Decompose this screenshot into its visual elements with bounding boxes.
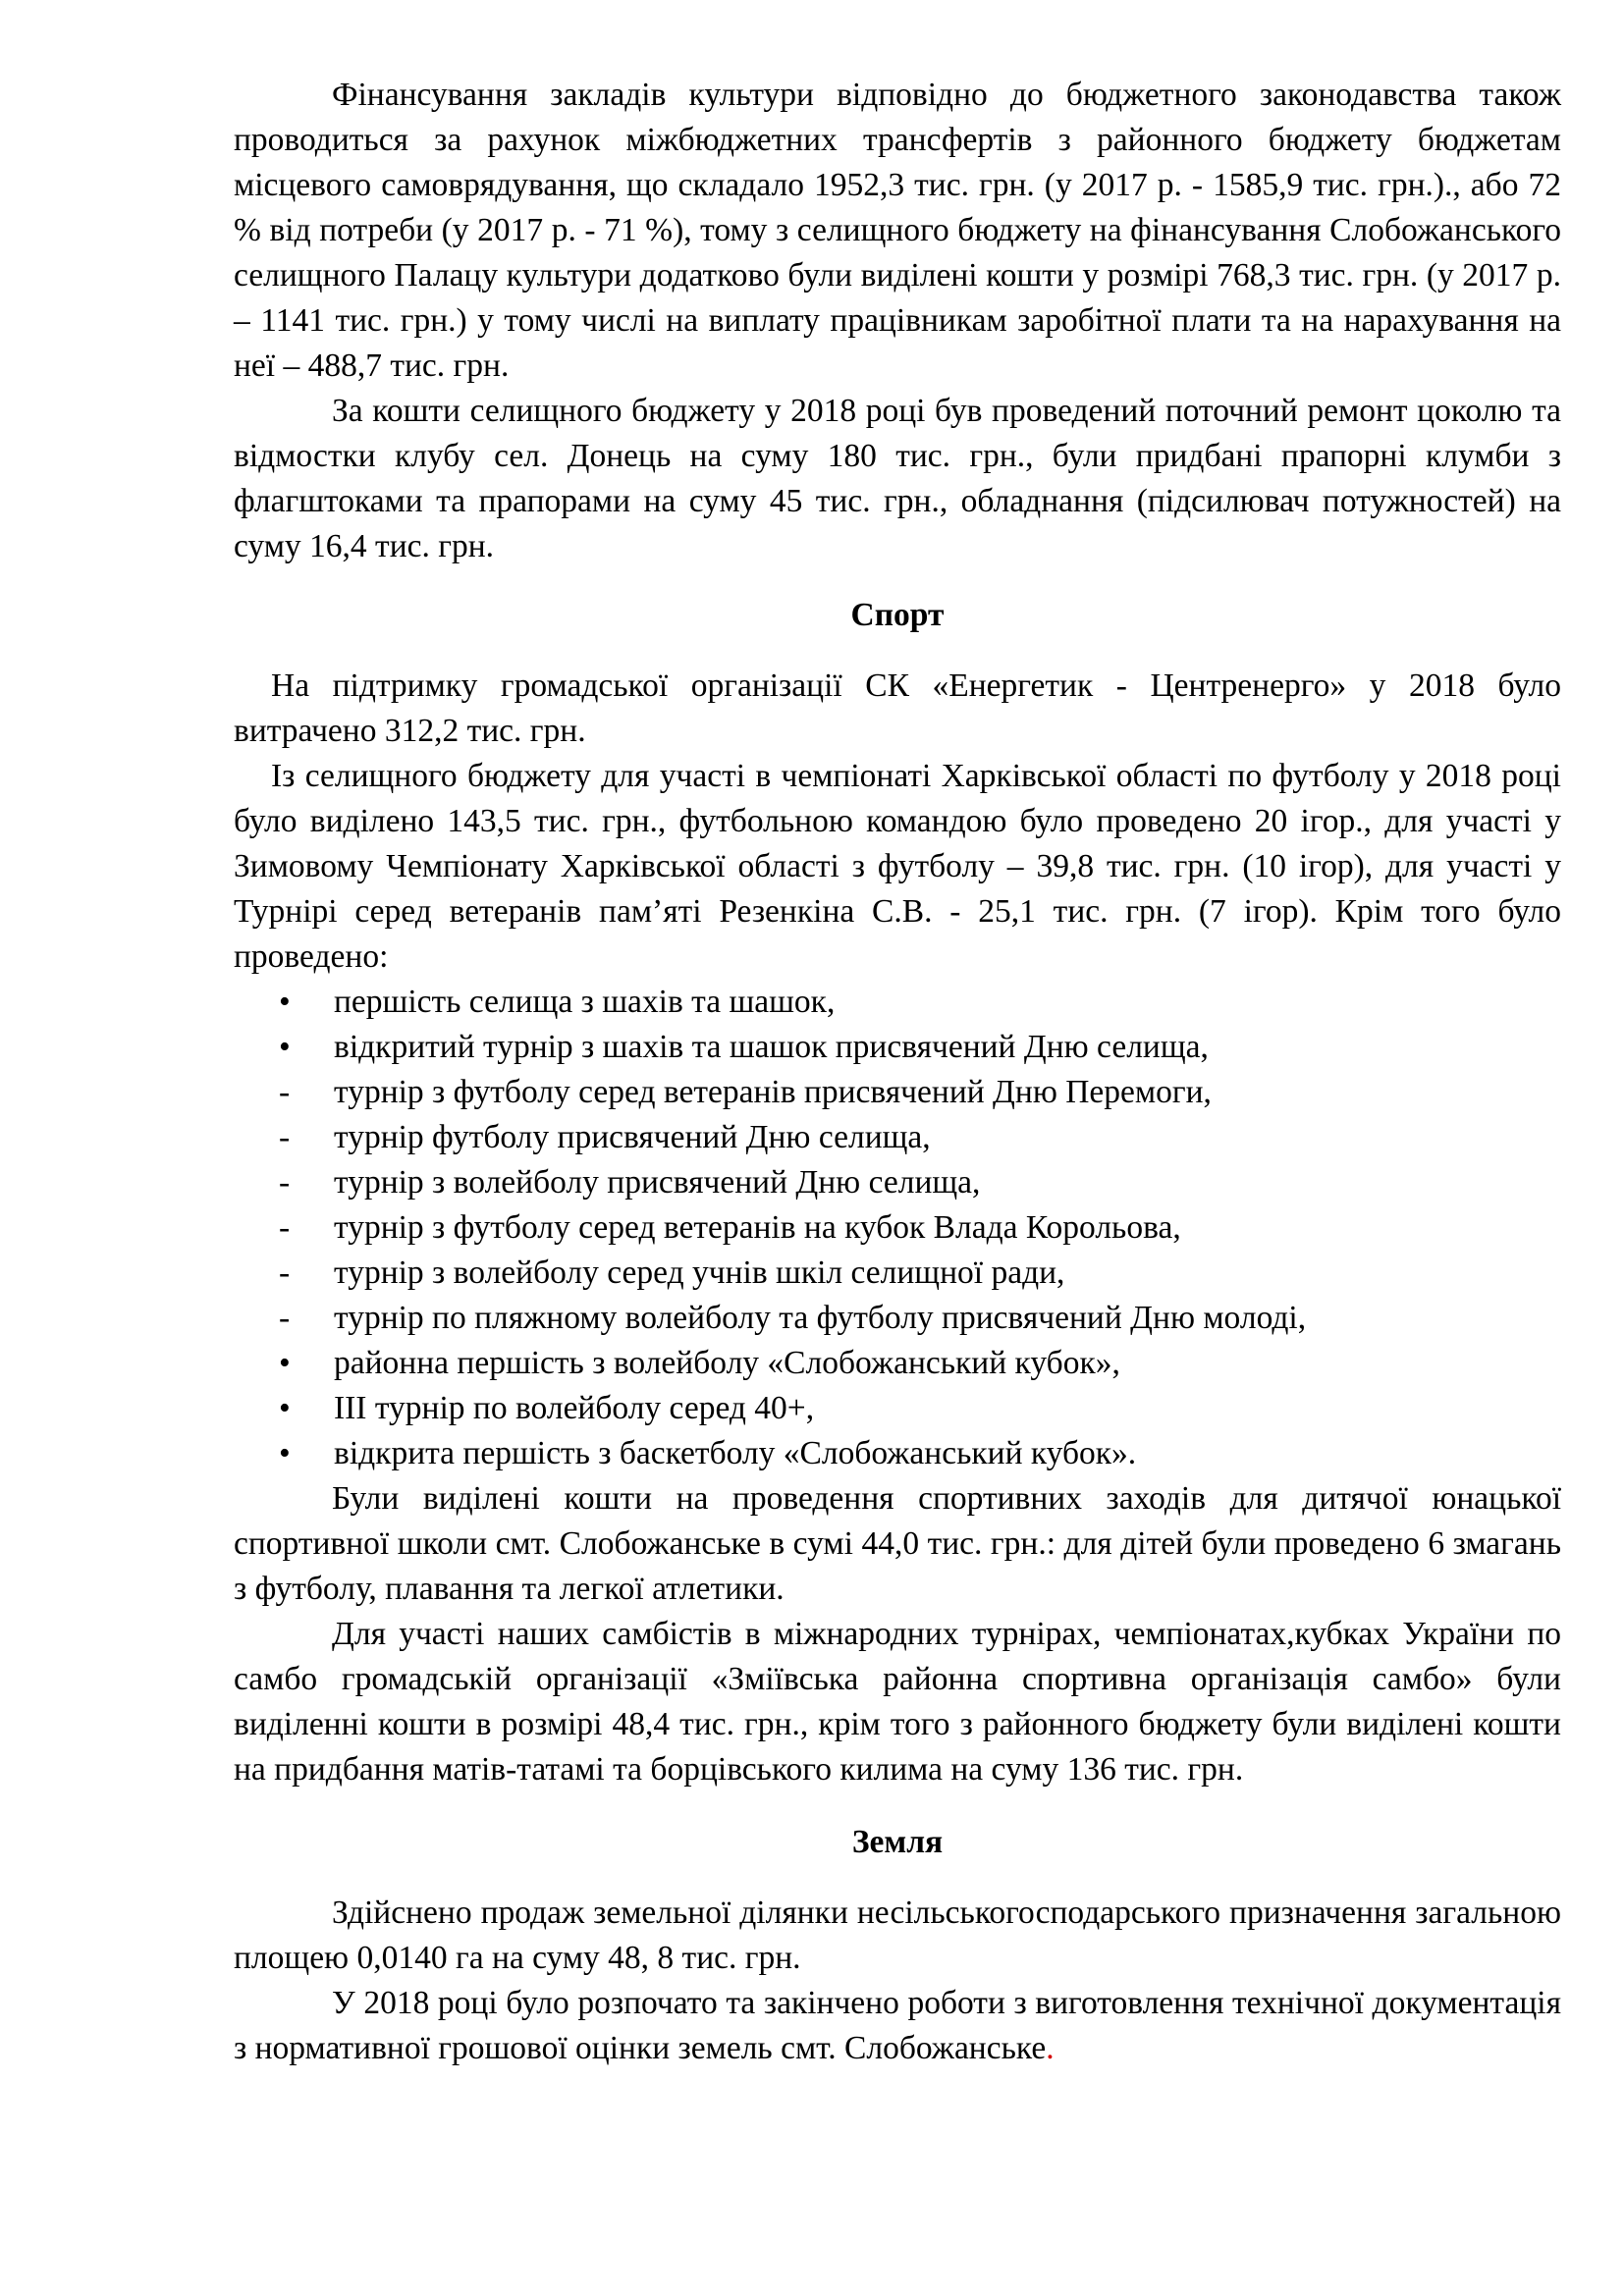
section-heading-land: Земля [851, 1824, 944, 1860]
list-item-text: відкритий турнір з шахів та шашок присвячений Дню селища, [334, 1029, 1209, 1065]
list-item [234, 1160, 1561, 1205]
bullet-marker: • [279, 984, 291, 1020]
list-item-text: першість селища з шахів та шашок, [334, 984, 836, 1020]
land-paragraph-1: Здійснено продаж земельної ділянки несільськогосподарського призначення загальною площею 0,0140 га на суму 48, 8 тис. грн. [234, 1895, 1561, 1976]
sport-paragraph-2: Із селищного бюджету для участі в чемпіонаті Харківської області по футболу у 2018 році було виділено 143,5 тис. грн., футбольною командою було проведено 20 ігор., для участі у Зимовому Чемпіонату Харківської області з футболу – 39,8 тис. грн. (10 ігор), для участі у Турнірі серед ветеранів пам’яті Резенкіна С.В. - 25,1 тис. грн. (7 ігор). Крім того було проведено: [234, 758, 1561, 975]
list-item [234, 1025, 1561, 1070]
list-item-text: турнір з волейболу серед учнів шкіл селищної ради, [334, 1255, 1065, 1291]
list-item [234, 1341, 1561, 1386]
bullet-marker: • [279, 1435, 291, 1471]
culture-paragraph-2: За кошти селищного бюджету у 2018 році був проведений поточний ремонт цоколю та відмостки клубу сел. Донець на суму 180 тис. грн., були придбані прапорні клумби з флагштоками та прапорами на суму 45 тис. грн., обладнання (підсилювач потужностей) на суму 16,4 тис. грн. [234, 393, 1561, 564]
list-item-text: турнір з футболу серед ветеранів на кубок Влада Корольова, [334, 1209, 1181, 1246]
list-item [234, 980, 1561, 1025]
list-item-text: ІІІ турнір по волейболу серед 40+, [334, 1390, 815, 1426]
list-item [234, 1296, 1561, 1341]
list-item-text: турнір з футболу серед ветеранів присвячений Дню Перемоги, [334, 1074, 1212, 1110]
list-item-text: районна першість з волейболу «Слобожанський кубок», [334, 1345, 1120, 1381]
sport-paragraph-1: На підтримку громадської організації СК «Енергетик - Центренерго» у 2018 було витрачено 312,2 тис. грн. [234, 667, 1561, 749]
land-paragraph-2 [234, 1981, 1561, 2071]
land-paragraph-2-text: У 2018 році було розпочато та закінчено роботи з виготовлення технічної документація з нормативної грошової оцінки земель смт. Слобожанське [234, 1985, 1561, 2066]
dash-marker: - [279, 1074, 291, 1110]
list-item [234, 1431, 1561, 1476]
dash-marker: - [279, 1164, 291, 1201]
bullet-marker: • [279, 1390, 291, 1426]
section-heading-sport: Спорт [850, 597, 945, 633]
bullet-marker: • [279, 1029, 291, 1065]
culture-paragraph-1: Фінансування закладів культури відповідно до бюджетного законодавства також проводиться за рахунок міжбюджетних трансфертів з районного бюджету бюджетам місцевого самоврядування, що складало 1952,3 тис. грн. (у 2017 р. - 1585,9 тис. грн.)., або 72 % від потреби (у 2017 р. - 71 %), тому з селищного бюджету на фінансування Слобожанського селищного Палацу культури додатково були виділені кошти у розмірі 768,3 тис. грн. (у 2017 р. – 1141 тис. грн.) у тому числі на виплату працівникам заробітної плати та на нарахування на неї – 488,7 тис. грн. [234, 77, 1561, 384]
list-item [234, 1386, 1561, 1431]
sport-paragraph-4: Для участі наших самбістів в міжнародних турнірах, чемпіонатах,кубках України по самбо громадській організації «Зміївська районна спортивна організація самбо» були виділенні кошти в розмірі 48,4 тис. грн., крім того з районного бюджету були виділені кошти на придбання матів-татамі та борцівського килима на суму 136 тис. грн. [234, 1616, 1561, 1788]
dash-marker: - [279, 1255, 291, 1291]
sport-events-list [234, 980, 1561, 1476]
list-item-text: турнір з волейболу присвячений Дню селища, [334, 1164, 981, 1201]
sport-paragraph-3: Були виділені кошти на проведення спортивних заходів для дитячої юнацької спортивної школи смт. Слобожанське в сумі 44,0 тис. грн.: для дітей були проведено 6 змагань з футболу, плавання та легкої атлетики. [234, 1480, 1561, 1607]
document-page [234, 73, 1561, 2071]
list-item [234, 1070, 1561, 1115]
list-item-text: турнір по пляжному волейболу та футболу присвячений Дню молоді, [334, 1300, 1307, 1336]
final-period: . [1046, 2030, 1055, 2066]
list-item [234, 1251, 1561, 1296]
bullet-marker: • [279, 1345, 291, 1381]
list-item-text: відкрита першість з баскетболу «Слобожанський кубок». [334, 1435, 1137, 1471]
list-item [234, 1115, 1561, 1160]
dash-marker: - [279, 1209, 291, 1246]
dash-marker: - [279, 1119, 291, 1155]
list-item [234, 1205, 1561, 1251]
list-item-text: турнір футболу присвячений Дню селища, [334, 1119, 931, 1155]
dash-marker: - [279, 1300, 291, 1336]
